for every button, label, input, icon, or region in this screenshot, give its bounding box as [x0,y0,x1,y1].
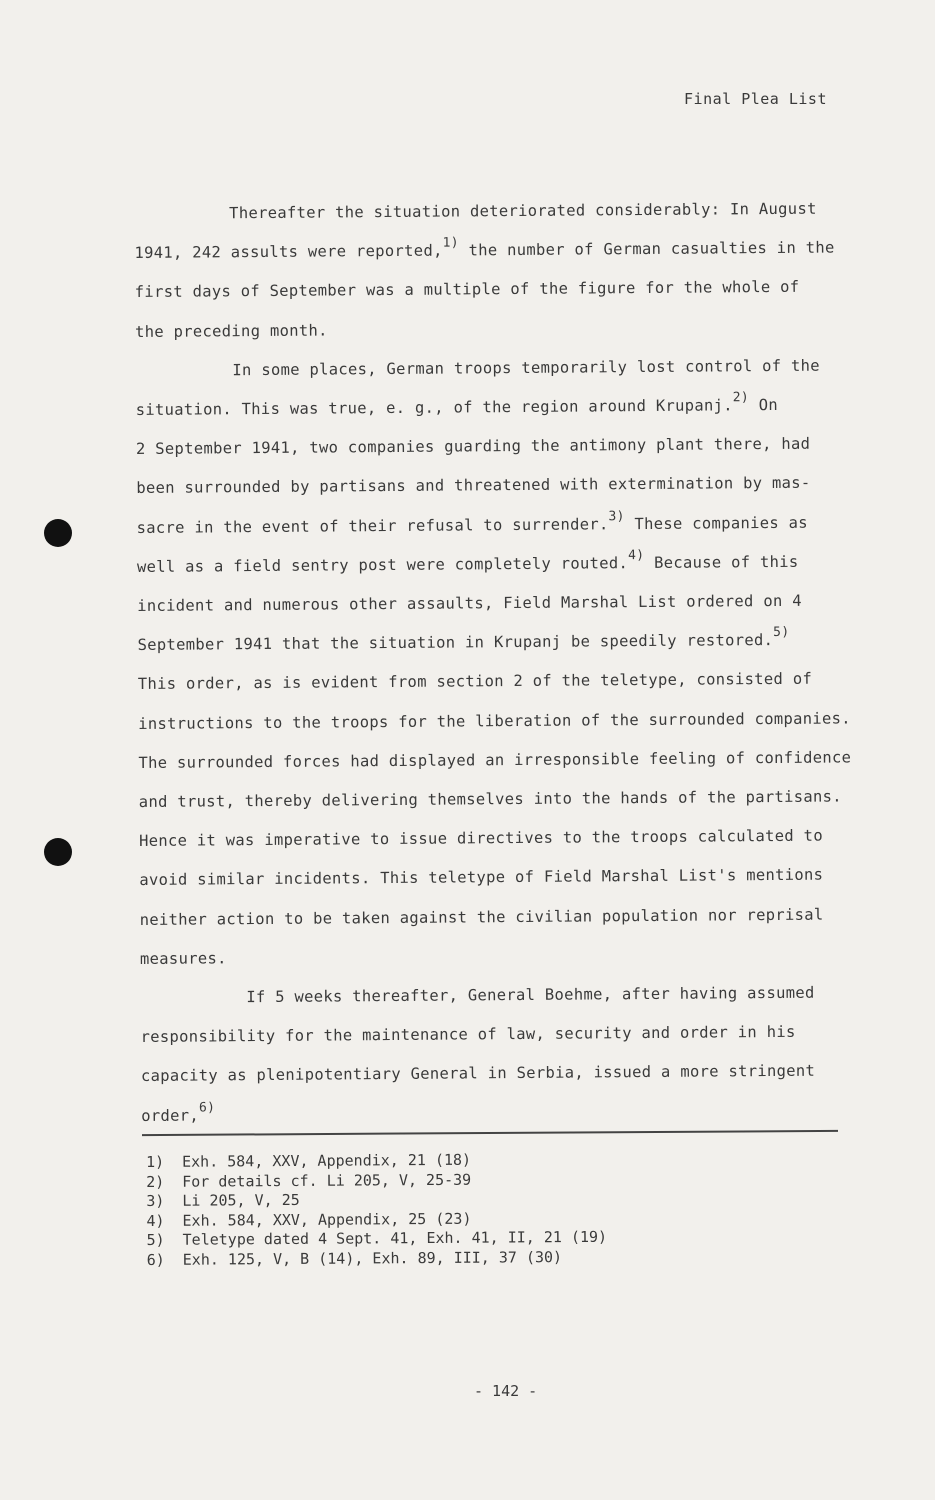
text-span: situation. This was true, e. g., of the region around Krupanj. [135,396,733,420]
text-span: well as a field sentry post were completely routed. [136,553,629,576]
text-line: This order, as is evident from section 2 of the teletype, consisted of [137,670,813,694]
footnote-number: 6) [146,1250,165,1269]
text-line: Thereafter the situation deteriorated considerably: In August [229,199,817,223]
text-line: first days of September was a multiple of the figure for the whole of [134,278,800,302]
footnote-number: 5) [146,1230,165,1249]
text-span: 1941, 242 assults were reported, [134,241,443,263]
text-span: the number of German casualties in the [458,238,835,260]
text-line [137,542,862,587]
punch-hole-top [44,519,72,547]
text-line: Hence it was imperative to issue directives to the troops calculated to [139,826,823,851]
text-line [136,385,861,430]
text-span: order, [141,1106,200,1125]
text-span: Because of this [644,552,799,572]
text-line: and trust, thereby delivering themselves into the hands of the partisans. [138,787,842,812]
footnote-ref: 2) [732,390,750,406]
footnote-ref: 1) [442,235,459,251]
text-line [137,621,862,666]
footnote-text: Teletype dated 4 Sept. 41, Exh. 41, II, 21 (19) [182,1227,608,1249]
text-line: measures. [139,949,227,968]
text-line [141,1091,866,1136]
footnotes-list [146,1149,747,1270]
text-line: 2 September 1941, two companies guarding the antimony plant there, had [135,434,811,459]
footnote-text: Exh. 584, XXV, Appendix, 21 (18) [181,1150,472,1171]
footnote-text: Exh. 584, XXV, Appendix, 25 (23) [182,1209,472,1230]
paragraph-2 [135,346,865,979]
text-line: instructions to the troops for the liberation of the surrounded companies. [138,709,851,733]
text-line: If 5 weeks thereafter, General Boehme, after having assumed [246,983,815,1007]
text-span: On [749,395,779,415]
text-span: September 1941 that the situation in Krupanj be speedily restored. [137,631,774,655]
text-line: The surrounded forces had displayed an irresponsible feeling of confidence [138,748,852,772]
text-line [134,229,859,274]
footnote-number: 1) [146,1152,165,1171]
document-body [134,189,866,1136]
paragraph-1 [134,189,860,352]
page-number: - 142 - [474,1382,538,1400]
footnote-number: 4) [146,1211,165,1230]
text-line [136,503,861,548]
text-line: incident and numerous other assaults, Field Marshal List ordered on 4 [137,591,802,616]
footnote-number: 2) [146,1172,165,1191]
footnote-text: Li 205, V, 25 [182,1190,300,1210]
text-line: capacity as plenipotentiary General in Serbia, issued a more stringent [140,1062,816,1086]
text-line: avoid similar incidents. This teletype of Field Marshal List's mentions [139,866,824,890]
text-line: been surrounded by partisans and threatened with extermination by mas- [136,474,811,498]
footnote-item [147,1246,747,1270]
text-line: neither action to be taken against the civilian population nor reprisal [139,905,824,929]
footnote-ref: 6) [198,1100,216,1116]
footnote-text: Exh. 125, V, B (14), Exh. 89, III, 37 (30) [182,1247,563,1269]
text-span: sacre in the event of their refusal to surrender. [136,514,609,537]
footnote-text: For details cf. Li 205, V, 25-39 [182,1170,472,1191]
footnote-ref: 4) [628,547,645,563]
footnote-number: 3) [146,1191,165,1210]
footnote-ref: 5) [773,625,790,641]
footnote-ref: 3) [608,508,625,524]
page-header-title: Final Plea List [684,90,827,108]
punch-hole-bottom [44,838,72,866]
paragraph-3 [140,973,866,1136]
text-line: the preceding month. [135,321,328,341]
text-line: responsibility for the maintenance of law, security and order in his [140,1023,796,1047]
text-span: These companies as [624,513,808,533]
text-line: In some places, German troops temporarily lost control of the [232,356,820,380]
